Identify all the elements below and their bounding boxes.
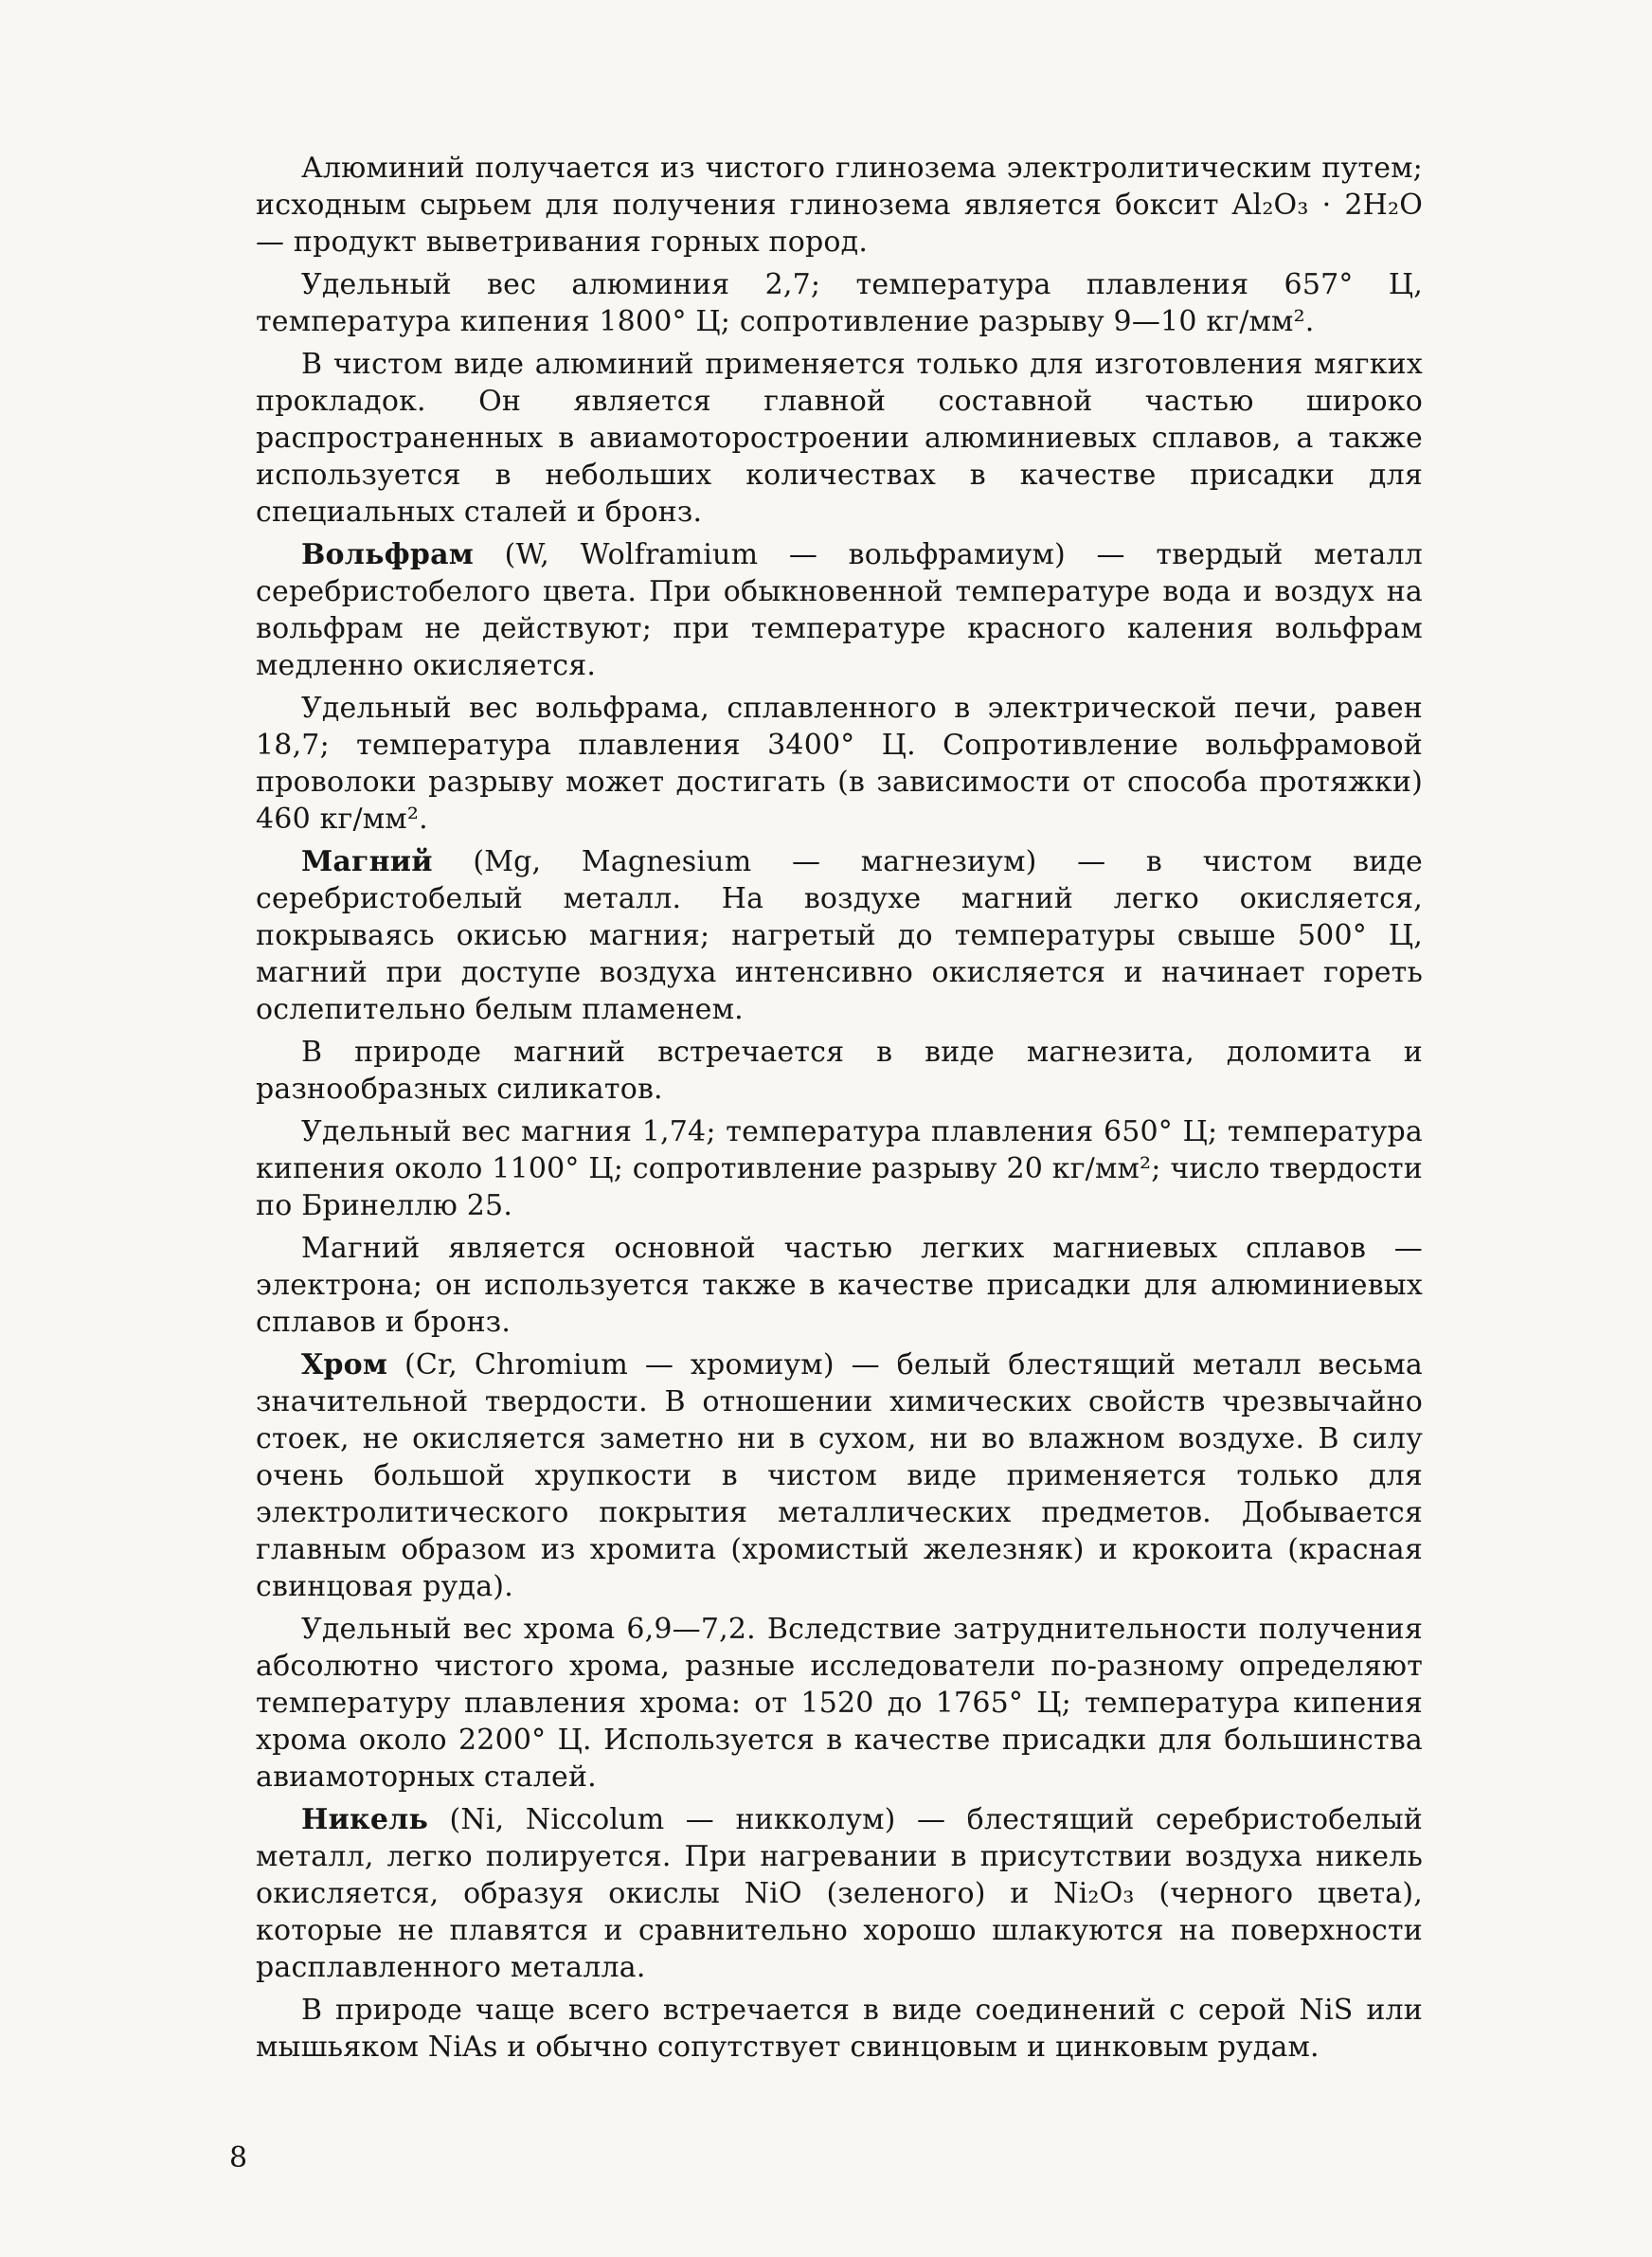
paragraph-magnesium-usage: Магний является основной частью легких магниевых сплавов — электрона; он используется также в качестве присадки для алюминиевых сплавов и бронз. [256, 1232, 1423, 1339]
page-number: 8 [229, 2141, 248, 2175]
paragraph-magnesium-occurrence: В природе магний встречается в виде магнезита, доломита и разнообразных силикатов. [256, 1036, 1423, 1106]
page-body [256, 150, 1423, 2071]
paragraph-tungsten-properties: Удельный вес вольфрама, сплавленного в электрической печи, равен 18,7; температура плавления 3400° Ц. Сопротивление вольфрамовой проволоки разрыву может достигать (в зависимости от способа протяжки) 460 кг/мм². [256, 692, 1423, 836]
term-tungsten: Вольфрам [301, 538, 475, 571]
paragraph-chromium-properties: Удельный вес хрома 6,9—7,2. Вследствие затруднительности получения абсолютно чистого хрома, разные исследователи по-разному определяют температуру плавления хрома: от 1520 до 1765° Ц; температура кипения хрома около 2200° Ц. Используется в качестве присадки для большинства авиамоторных сталей. [256, 1613, 1423, 1794]
paragraph-chromium-text: (Cr, Chromium — хромиум) — белый блестящий металл весьма значительной твердости. В отношении химических свойств чрезвычайно стоек, не окисляется заметно ни в сухом, ни во влажном воздухе. В силу очень большой хрупкости в чистом виде применяется только для электролитического покрытия металлических предметов. Добывается главным образом из хромита (хромистый железняк) и крокоита (красная свинцовая руда). [256, 1348, 1423, 1603]
paragraph-nickel [256, 1801, 1423, 1986]
paragraph-nickel-text: (Ni, Niccolum — никколум) — блестящий серебристобелый металл, легко полируется. При нагревании в присутствии воздуха никель окисляется, образуя окислы NiO (зеленого) и Ni₂O₃ (черного цвета), которые не плавятся и сравнительно хорошо шлакуются на поверхности расплавленного металла. [256, 1803, 1423, 1984]
paragraph-magnesium-text: (Mg, Magnesium — магнезиум) — в чистом виде серебристобелый металл. На воздухе магний легко окисляется, покрываясь окисью магния; нагретый до температуры свыше 500° Ц, магний при доступе воздуха интенсивно окисляется и начинает гореть ослепительно белым пламенем. [256, 845, 1423, 1026]
term-chromium: Хром [301, 1348, 388, 1381]
paragraph-nickel-occurrence: В природе чаще всего встречается в виде соединений с серой NiS или мышьяком NiAs и обычно сопутствует свинцовым и цинковым рудам. [256, 1994, 1423, 2064]
paragraph-magnesium [256, 843, 1423, 1028]
paragraph-aluminium-usage: В чистом виде алюминий применяется только для изготовления мягких прокладок. Он является главной составной частью широко распространенных в авиамоторостроении алюминиевых сплавов, а также используется в небольших количествах в качестве присадки для специальных сталей и бронз. [256, 348, 1423, 529]
paragraph-aluminium-production: Алюминий получается из чистого глинозема электролитическим путем; исходным сырьем для получения глинозема является боксит Al₂O₃ · 2H₂O — продукт выветривания горных пород. [256, 152, 1423, 259]
paragraph-chromium [256, 1346, 1423, 1605]
paragraph-tungsten [256, 536, 1423, 684]
term-magnesium: Магний [301, 845, 433, 878]
paragraph-magnesium-properties: Удельный вес магния 1,74; температура плавления 650° Ц; температура кипения около 1100° Ц; сопротивление разрыву 20 кг/мм²; число твердости по Бринеллю 25. [256, 1115, 1423, 1222]
paragraph-aluminium-properties: Удельный вес алюминия 2,7; температура плавления 657° Ц, температура кипения 1800° Ц; сопротивление разрыву 9—10 кг/мм². [256, 268, 1423, 338]
paragraph-tungsten-text: (W, Wolframium — вольфрамиум) — твердый металл серебристобелого цвета. При обыкновенной температуре вода и воздух на вольфрам не действуют; при температуре красного каления вольфрам медленно окисляется. [256, 538, 1423, 682]
term-nickel: Никель [301, 1803, 429, 1836]
